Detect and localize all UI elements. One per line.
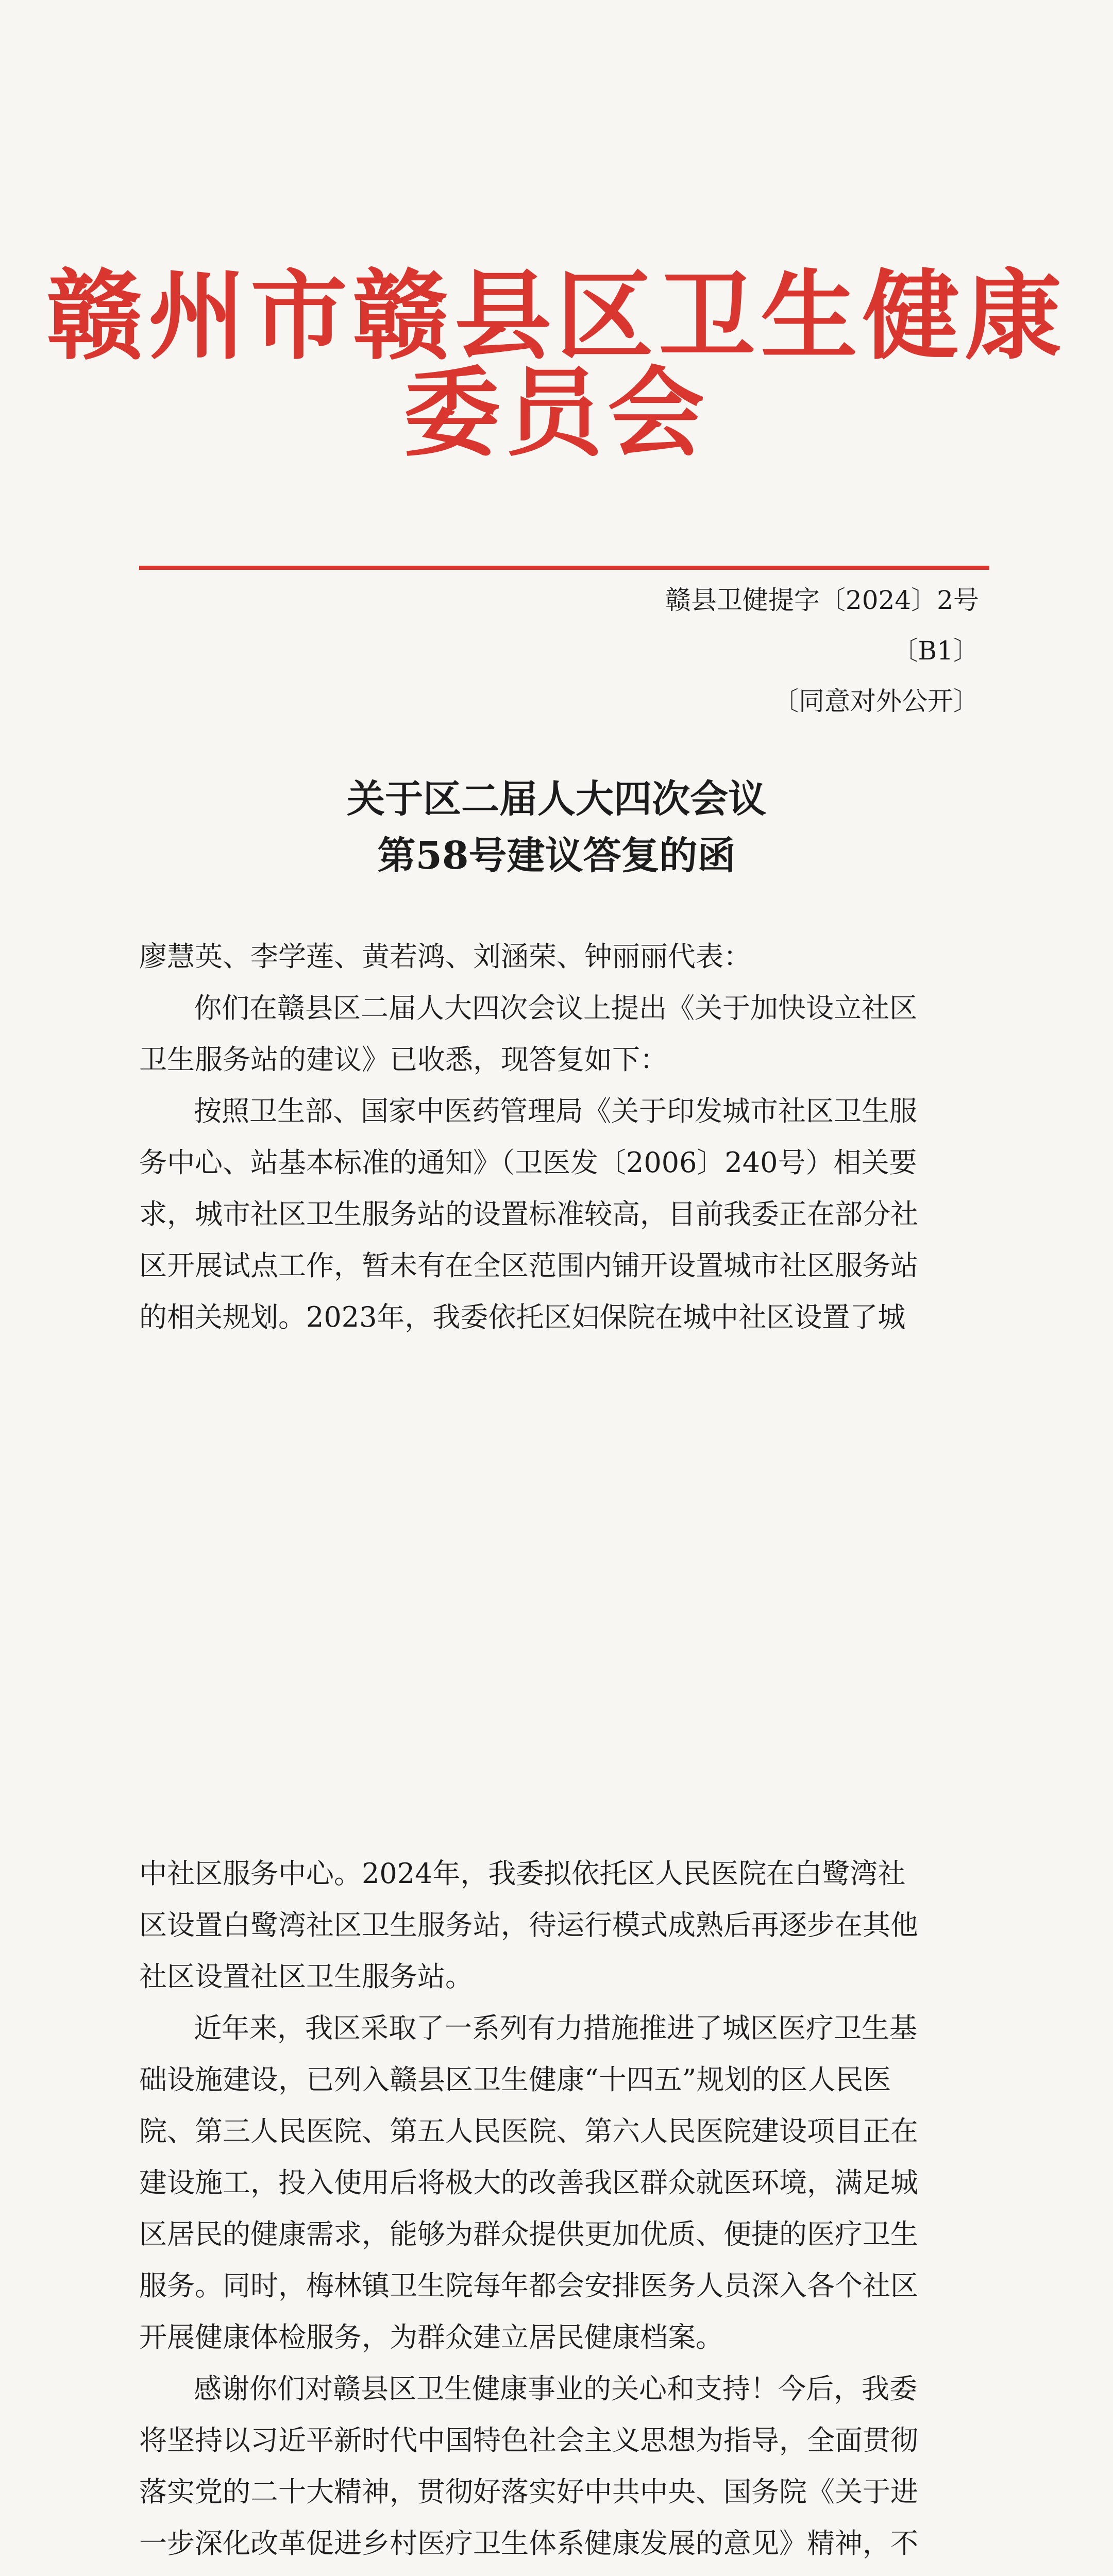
paragraph-line: 求，城市社区卫生服务站的设置标准较高，目前我委正在部分社	[139, 1198, 918, 1230]
paragraph-line: 础设施建设，已列入赣县区卫生健康“十四五”规划的区人民医	[139, 2063, 891, 2096]
paragraph-line: 建设施工，投入使用后将极大的改善我区群众就医环境，满足城	[139, 2166, 918, 2199]
paragraph-line: 你们在赣县区二届人大四次会议上提出《关于加快设立社区	[194, 992, 917, 1024]
paragraph-line: 一步深化改革促进乡村医疗卫生体系健康发展的意见》精神，不	[139, 2527, 918, 2560]
paragraph-line: 社区设置社区卫生服务站。	[139, 1960, 473, 1993]
paragraph-line: 感谢你们对赣县区卫生健康事业的关心和支持！今后，我委	[194, 2372, 917, 2405]
paragraph-line: 务中心、站基本标准的通知》（卫医发〔2006〕240号）相关要	[139, 1146, 917, 1179]
paragraph-line: 的相关规划。2023年，我委依托区妇保院在城中社区设置了城	[139, 1301, 906, 1333]
paragraph-line: 中社区服务中心。2024年，我委拟依托区人民医院在白鹭湾社	[139, 1857, 906, 1890]
paragraph-line: 区开展试点工作，暂未有在全区范围内铺开设置城市社区服务站	[139, 1249, 918, 1282]
red-divider	[139, 566, 989, 570]
paragraph-line: 院、第三人民医院、第五人民医院、第六人民医院建设项目正在	[139, 2115, 918, 2147]
paragraph-line: 服务。同时，梅林镇卫生院每年都会安排医务人员深入各个社区	[139, 2269, 918, 2302]
paragraph-line: 近年来，我区采取了一系列有力措施推进了城区医疗卫生基	[194, 2012, 917, 2044]
paragraph-line: 落实党的二十大精神，贯彻好落实好中共中央、国务院《关于进	[139, 2476, 918, 2508]
salutation: 廖慧英、李学莲、黄若鸿、刘涵荣、钟丽丽代表：	[139, 940, 751, 973]
paragraph-line: 开展健康体检服务，为群众建立居民健康档案。	[139, 2321, 723, 2353]
doc-category: 〔B1〕	[892, 636, 979, 666]
paragraph-line: 区设置白鹭湾社区卫生服务站，待运行模式成熟后再逐步在其他	[139, 1909, 918, 1941]
paragraph-line: 将坚持以习近平新时代中国特色社会主义思想为指导，全面贯彻	[139, 2424, 918, 2456]
paragraph-line: 按照卫生部、国家中医药管理局《关于印发城市社区卫生服	[194, 1095, 917, 1127]
doc-title-line1: 关于区二届人大四次会议	[347, 777, 766, 821]
paragraph-line: 卫生服务站的建议》已收悉，现答复如下：	[139, 1043, 668, 1076]
masthead-title: 赣州市赣县区卫生健康委员会	[46, 259, 1067, 470]
paragraph-line: 区居民的健康需求，能够为群众提供更加优质、便捷的医疗卫生	[139, 2218, 918, 2250]
doc-number: 赣县卫健提字〔2024〕2号	[665, 585, 979, 615]
doc-title-line2: 第58号建议答复的函	[377, 834, 736, 878]
disclosure-status: 〔同意对外公开〕	[773, 686, 979, 716]
